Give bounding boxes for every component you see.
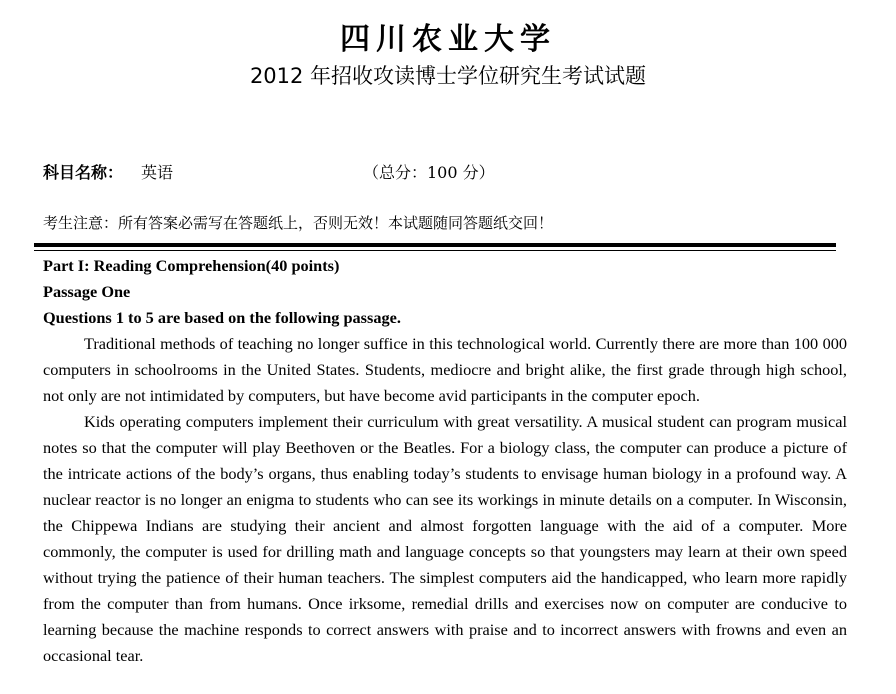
passage-paragraph: Kids operating computers implement their curriculum with great versatility. A musical student can program musical notes so that the computer will play Beethoven or the Beatles. For a biology class, the computer can produce a picture of the intricate actions of the body’s organs, thus enabling today’s students to envisage human biology in a profound way. A nuclear reactor is no longer an enigma to students who can see its workings in minute details on a computer. In Wisconsin, the Chippewa Indians are studying their ancient and almost forgotten language with the aid of a computer. More commonly, the computer is used for drilling math and language concepts so that youngsters may learn at their own speed without trying the patience of their human teachers. The simplest computers aid the handicapped, who learn more rapidly from the computer than from humans. Once irksome, remedial drills and exercises now on computer are conducive to learning because the machine responds to correct answers with praise and to incorrect answers with frowns and even an occasional tear. (43, 412, 847, 665)
university-name: 四川农业大学 (340, 22, 556, 57)
subject-row (43, 160, 843, 184)
part-title: Part I: Reading Comprehension(40 points) (43, 256, 340, 275)
passage-paragraph: Traditional methods of teaching no longer suffice in this technological world. Currently there are more than 100 000 computers in schoolrooms in the United States. Students, mediocre and bright alike, the first grade through high school, not only are not intimidated by computers, but have become avid participants in the computer epoch. (43, 334, 847, 405)
divider-thin (34, 250, 836, 251)
passage-title: Passage One (43, 282, 131, 301)
subject-label: 科目名称： (43, 163, 124, 182)
exam-title: 2012 年招收攻读博士学位研究生考试试题 (249, 64, 647, 88)
exam-notice: 考生注意：所有答案必需写在答题纸上，否则无效！本试题随同答题纸交回！ (43, 214, 554, 232)
subject-value: 英语 (141, 163, 174, 182)
questions-instructions: Questions 1 to 5 are based on the following passage. (43, 308, 401, 327)
reading-section (43, 253, 847, 669)
total-score: （总分：100 分） (363, 163, 495, 182)
divider-thick (34, 243, 836, 247)
